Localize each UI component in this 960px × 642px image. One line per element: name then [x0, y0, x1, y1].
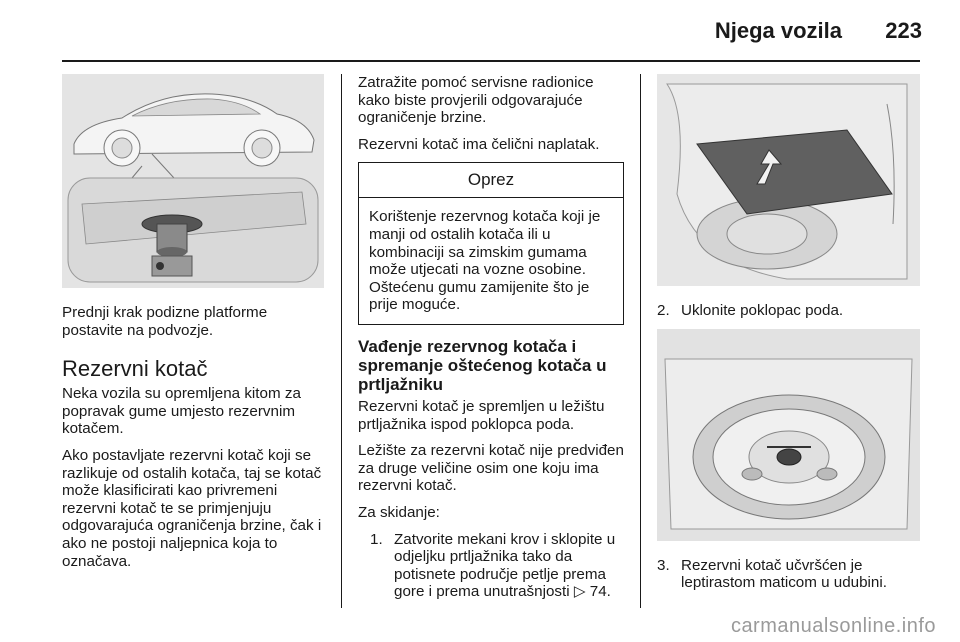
page-reference: 74. — [589, 583, 611, 601]
page-header — [0, 0, 960, 60]
step-number: 3. — [657, 556, 670, 574]
caution-text: Korištenje rezervnog kotača koji je manji od ostalih kotača ili u kombinaciji sa zimskim gumama može utjecati na vozne osobine. Oštećenu gumu zamijenite što je prije moguće. — [369, 208, 601, 314]
section-title: Njega vozila — [714, 18, 842, 43]
column-divider — [341, 74, 342, 608]
step-text: Uklonite poklopac poda. — [681, 302, 844, 319]
column-middle — [358, 74, 624, 610]
paragraph: Rezervni kotač ima čelični naplatak. — [358, 135, 600, 153]
caution-title: Oprez — [359, 163, 623, 198]
paragraph: Zatražite pomoć servisne radionice kako biste provjerili odgovarajuće ograničenje brzine. — [358, 74, 594, 127]
page-reference-icon: ▷ — [573, 583, 586, 601]
spare-wheel-drawing — [657, 329, 920, 541]
subsection-heading: Vađenje rezervnog kotača i spremanje oštećenog kotača u prtljažniku — [358, 336, 607, 394]
column-right — [657, 74, 920, 601]
paragraph: Za skidanje: — [358, 503, 440, 521]
floor-cover-illustration — [657, 74, 920, 286]
paragraph: Ležište za rezervni kotač nije predviđen za druge veličine osim one koju ima rezervni kotač. — [358, 442, 624, 495]
section-heading: Rezervni kotač — [62, 356, 208, 382]
page-number: 223 — [885, 18, 922, 43]
step-text: Zatvorite mekani krov i sklopite u odjeljku prtljažnika tako da potisnete područje petlje prema gore i prema unutrašnjosti ▷ 74. — [394, 530, 616, 601]
paragraph: Neka vozila su opremljena kitom za popravak gume umjesto rezervnim kotačem. — [62, 385, 301, 438]
watermark: carmanualsonline.info — [730, 615, 936, 637]
car-lift-drawing — [62, 74, 324, 288]
paragraph: Ako postavljate rezervni kotač koji se razlikuje od ostalih kotača, taj se kotač može klasificirati kao privremeni rezervni kotač te se primjenjuju odgovarajuća ograničenja brzine, čak i ako ne postoji naljepnica koja to označava. — [62, 446, 322, 570]
step-number: 2. — [657, 302, 670, 319]
step-text: Rezervni kotač učvršćen je leptirastom maticom u udubini. — [681, 556, 887, 592]
lift-platform-illustration — [62, 74, 324, 288]
paragraph: Rezervni kotač je spremljen u ležištu prtljažnika ispod poklopca poda. — [358, 397, 605, 433]
column-left — [62, 74, 324, 579]
column-divider — [640, 74, 641, 608]
step-number: 1. — [370, 530, 383, 548]
trunk-floor-drawing — [657, 74, 920, 286]
step-item — [657, 557, 920, 592]
caution-box — [358, 162, 624, 325]
spare-wheel-illustration — [657, 329, 920, 541]
step-item — [358, 531, 624, 601]
illustration-caption: Prednji krak podizne platforme postavite na podvozje. — [62, 304, 268, 339]
step-item — [657, 302, 920, 320]
header-rule — [62, 60, 920, 62]
